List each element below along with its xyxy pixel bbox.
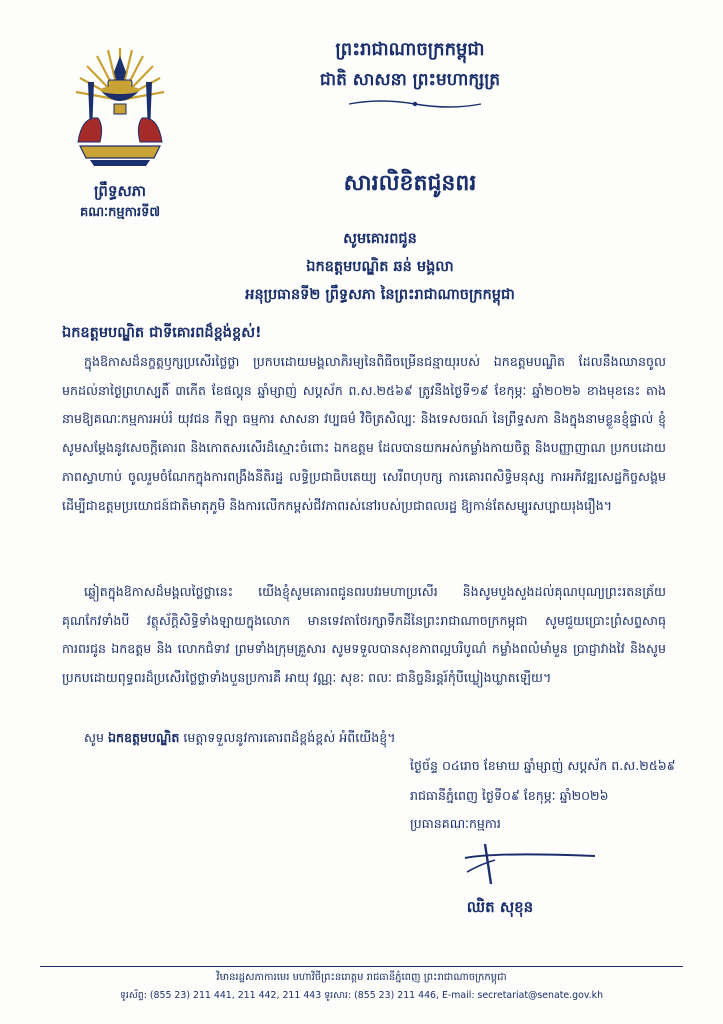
address-line-2: ឯកឧត្តមបណ្ឌិត ឆន់ មង្គលា [306, 259, 454, 275]
footer-divider [40, 966, 683, 967]
address-line-1: សូមគោរពជូន [343, 231, 417, 247]
flourish-ornament-icon [345, 98, 485, 110]
body-paragraph-2: ឆ្លៀតក្នុងឱកាសដ៏មង្គលថ្លៃថ្លានេះ យើងខ្ញុំសូមគោរពជូនពរបវរមហាប្រសើរ និងសូមបួងសួងដល់គុណបុណ្យព្រះរតនត្រ័យ គុណកែវទាំងបី វត្ថុស័ក្តិសិទ្ធិទាំងឡាយក្នុងលោក មានទេវតាថែរក្សាទឹកដីនៃព្រះរាជាណាចក្រកម្ពុជា សូមជួយប្រោះព្រំសព្ទសាធុការពរជូន ឯកឧត្តម និង លោកជំទាវ ព្រមទាំងក្រុមគ្រួសារ សូមទទួលបានសុខភាពល្អបរិបូណ៌ កម្លាំងពលំមាំមួន ប្រាជ្ញាវាងវៃ និងសូមប្រកបដោយពុទ្ធពរដ៏ប្រសើរថ្លៃថ្លាទាំងបួនប្រការគឺ អាយុ វណ្ណៈ សុខៈ ពលៈ ជានិច្ចនិរន្តរ៍កុំបីឃ្លៀងឃ្លាតឡើយ។ [62, 584, 666, 686]
department-name: គណៈកម្មការទី៧ [79, 205, 160, 220]
solar-date: រាជធានីភ្នំពេញ ថ្ងៃទី០៩ ខែកុម្ភៈ ឆ្នាំ២០២៦ [410, 788, 609, 803]
signer-name: ឈិត សុខុន [466, 898, 534, 916]
national-motto: ជាតិ សាសនា ព្រះមហាក្សត្រ [319, 70, 501, 90]
closing-recipient: ឯកឧត្តមបណ្ឌិត [108, 730, 180, 745]
closing-prefix: សូម [84, 730, 104, 745]
address-line-3: អនុប្រធានទី២ ព្រឹទ្ធសភា នៃព្រះរាជាណាចក្រកម្ពុជា [245, 287, 515, 303]
closing-line [84, 724, 664, 752]
salutation: ឯកឧត្តមបណ្ឌិត ជាទីគោរពដ៏ខ្ពង់ខ្ពស់! [62, 325, 262, 341]
institution-name: ព្រឹទ្ធសភា [93, 182, 147, 200]
document-title: សារលិខិតជូនពរ [343, 171, 477, 196]
signature-icon [455, 838, 605, 898]
closing-suffix: មេត្តាទទួលនូវការគោរពដ៏ខ្ពង់ខ្ពស់ អំពីយើងខ្ញុំ។ [183, 730, 396, 745]
footer-address: វិមានរដ្ឋសភា​ការមេរ មហាវិថីព្រះនរោត្តម រាជធានីភ្នំពេញ ព្រះរាជាណាចក្រកម្ពុជា [216, 972, 507, 983]
footer-contacts: ទូរស័ព្ទ: (855 23) 211 441, 211 442, 211 443 ទូរសារ: (855 23) 211 446, E-mail: secretariat@senate.gov.kh [119, 990, 604, 1001]
kingdom-heading: ព្រះរាជាណាចក្រកម្ពុជា [335, 39, 485, 60]
lunar-date: ថ្ងៃច័ន្ទ ០៤រោច ខែមាឃ ឆ្នាំម្សាញ់ សប្តស័ក ព.ស.២៥៦៩ [410, 758, 676, 773]
senate-emblem-icon [70, 42, 170, 167]
signer-title: ប្រធានគណៈកម្មការ [410, 816, 501, 831]
body-paragraph-1: ក្នុងឱកាសដ៏នក្ខត្តឫក្សប្រសើរថ្លៃថ្លា ប្រកបដោយមង្គលាភិរម្យនៃពិធីចម្រើនជន្មាយុរបស់ ឯកឧត្តមបណ្ឌិត ដែលនឹងឈានចូលមកដល់នាថ្ងៃព្រហស្បតិ៍ ៣កើត ខែផល្គុន ឆ្នាំម្សាញ់ សប្តស័ក ព.ស.២៥៦៩ ត្រូវនឹងថ្ងៃទី១៩ ខែកុម្ភៈ ឆ្នាំ២០២៦ ខាងមុខនេះ តាងនាមឱ្យគណៈកម្មការអប់រំ យុវជន កីឡា ធម្មការ សាសនា វប្បធម៌ វិចិត្រសិល្បៈ និងទេសចរណ៍ នៃព្រឹទ្ធសភា និងក្នុងនាមខ្លួនខ្ញុំផ្ទាល់ ខ្ញុំសូមសម្តែងនូវសេចក្តីគោរព និងកោតសរសើរដ៏ស្មោះចំពោះ ឯកឧត្តម ដែលបានយកអស់កម្លាំងកាយចិត្ត និងបញ្ញាញាណ ប្រកបដោយភាពស្វាហាប់ ចូលរួមចំណែកក្នុងការពង្រឹងនីតិរដ្ឋ លទ្ធិប្រជាធិបតេយ្យ សេរីពហុបក្ស ការគោរពសិទ្ធិមនុស្ស ការអភិវឌ្ឍសេដ្ឋកិច្ចសង្គម ដើម្បីជាឧត្តមប្រយោជន៍ជាតិមាតុភូមិ និងការលើកកម្ពស់ជីវភាពរស់នៅរបស់ប្រជាពលរដ្ឋ ឱ្យកាន់តែសម្បូរសប្បាយរុងរឿង។ [62, 354, 666, 513]
